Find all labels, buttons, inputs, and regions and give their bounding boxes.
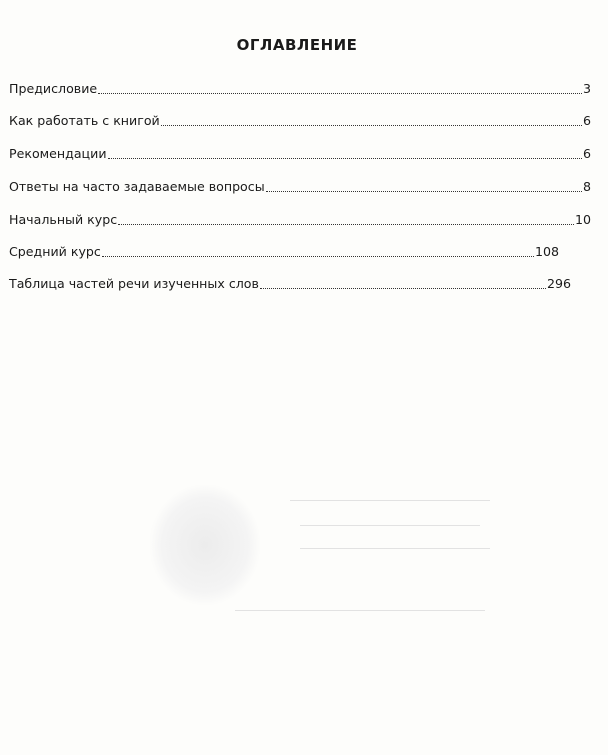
- dot-leader: [266, 190, 582, 192]
- dot-leader: [102, 255, 534, 257]
- toc-entry-page: 6: [582, 146, 591, 161]
- dot-leader: [98, 92, 582, 94]
- toc-entry-page: 108: [534, 244, 559, 259]
- toc-entry[interactable]: [9, 208, 591, 228]
- toc-entry[interactable]: [9, 175, 591, 195]
- dot-leader: [260, 287, 546, 289]
- toc-entry-label: Таблица частей речи изученных слов: [9, 276, 259, 291]
- dot-leader: [161, 124, 582, 126]
- toc-entry-page: 296: [546, 276, 571, 291]
- dot-leader: [118, 223, 574, 225]
- toc-entry[interactable]: [9, 77, 591, 97]
- toc-entry-label: Средний курс: [9, 244, 101, 259]
- toc-entry-page: 10: [574, 212, 591, 227]
- toc-entry-page: 3: [582, 81, 591, 96]
- toc-entry-label: Начальный курс: [9, 212, 118, 227]
- dot-leader: [108, 157, 582, 159]
- toc-entry-page: 6: [582, 113, 591, 128]
- toc-entry[interactable]: [9, 272, 571, 292]
- bleed-through-image: [150, 485, 260, 605]
- toc-entry-label: Как работать с книгой: [9, 113, 160, 128]
- toc-title: ОГЛАВЛЕНИЕ: [236, 36, 358, 54]
- toc-entry[interactable]: [9, 109, 591, 129]
- toc-entry[interactable]: [9, 142, 591, 162]
- toc-entry-label: Рекомендации: [9, 146, 107, 161]
- toc-entry-label: Ответы на часто задаваемые вопросы: [9, 179, 265, 194]
- toc-entry-page: 8: [582, 179, 591, 194]
- toc-entry[interactable]: [9, 240, 559, 260]
- toc-entry-label: Предисловие: [9, 81, 98, 96]
